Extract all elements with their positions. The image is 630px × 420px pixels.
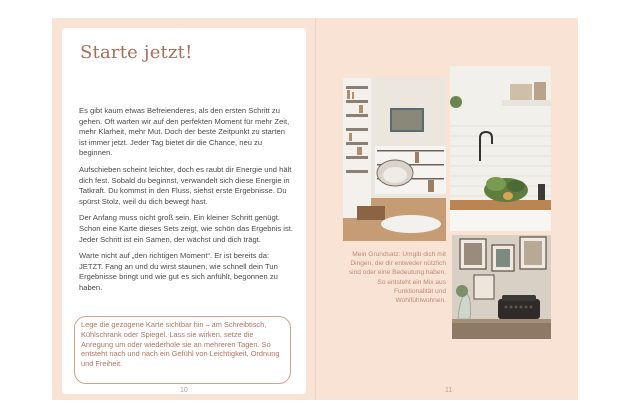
desk-photo <box>452 235 551 339</box>
paragraph: Aufschieben scheint leichter, doch es raubt dir Energie und hält dich fest. Sobald du beginnst, verwandelt sich diese Energie in Tatkraft. Du kommst in den Fluss, siehst erste Ergebnisse. Du spürst Stolz, weil du dich bewegt hast. <box>79 164 292 206</box>
tip-box: Lege die gezogene Karte sichtbar hin – am Schreibtisch, Kühlschrank oder Spiegel. Lass sie wirken, setze die Anregung um oder wiederhole sie an mehreren Tagen. So entsteht nach und nach ein Gefühl von Leichtigkeit, Ordnung und Freiheit. <box>74 316 291 384</box>
paragraph: Warte nicht auf „den richtigen Moment“. Er ist bereits da: JETZT. Fang an und du wirst staunen, wie schnell dein Tun Ergebnisse bringt und wie gut es sich anfühlt, begonnen zu haben. <box>79 251 278 292</box>
kitchen-photo <box>450 66 551 231</box>
paragraph: Der Anfang muss nicht groß sein. Ein kleiner Schritt genügt. Schon eine Karte dieses Sets zeigt, wie schön das Ergebnis ist. Jeder Schritt ist ein Samen, der wächst und dich trägt. <box>79 213 294 244</box>
book-spread <box>52 18 578 400</box>
text-card <box>62 28 306 394</box>
living-room-photo <box>343 78 446 241</box>
page-title: Starte jetzt! <box>80 42 193 63</box>
left-page <box>52 18 315 400</box>
body-text <box>79 106 293 300</box>
desk-illustration <box>452 235 551 339</box>
photo-caption: Mein Grundsatz: Umgib dich mit Dingen, die dir entweder nützlich sind oder eine Bedeutung haben. So entsteht ein Mix aus Funktionalität und Wohlfühlwohnen. <box>348 251 446 305</box>
kitchen-illustration <box>450 66 551 231</box>
paragraph: Es gibt kaum etwas Befreienderes, als den ersten Schritt zu gehen. Oft warten wir auf den perfekten Moment für mehr Zeit, mehr Klarheit, mehr Mut. Doch der beste Zeitpunkt zu starten ist immer jetzt. Jeder Tag bietet dir die Chance, neu zu beginnen. <box>79 106 290 158</box>
living-room-illustration <box>343 78 446 241</box>
page-number-right: 11 <box>445 387 453 394</box>
right-page <box>316 18 578 400</box>
page-number-left: 10 <box>180 387 188 394</box>
